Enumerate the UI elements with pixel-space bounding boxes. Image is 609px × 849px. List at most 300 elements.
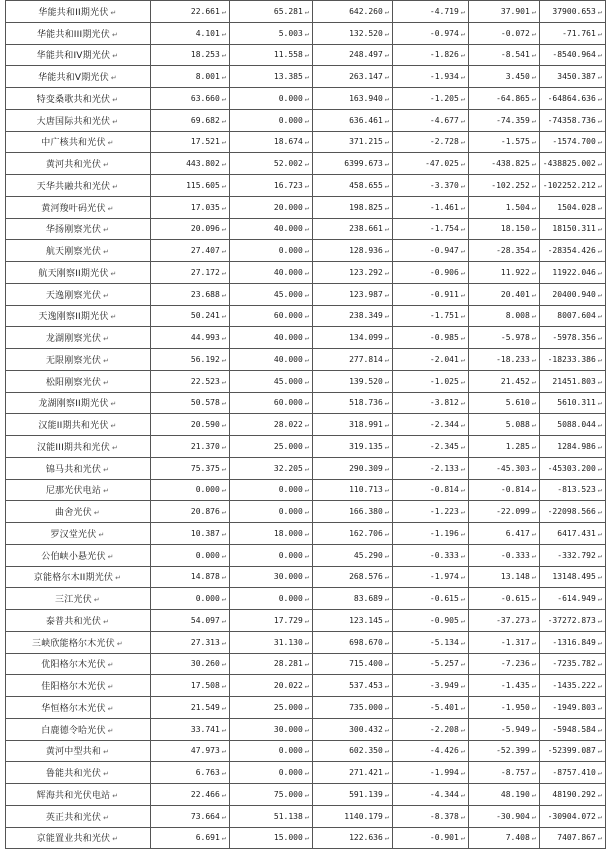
value-cell: [469, 22, 540, 44]
table-row: [6, 479, 606, 501]
return-mark-icon: ↵: [112, 182, 119, 191]
value-cell: [393, 718, 469, 740]
value-cell: [469, 675, 540, 697]
return-mark-icon: ↵: [460, 595, 465, 604]
cell-value: -5948.584: [552, 724, 596, 734]
station-name: 京能格尔木II期光伏: [33, 573, 114, 584]
return-mark-icon: ↵: [597, 116, 602, 125]
cell-value: 5610.311: [557, 398, 596, 408]
return-mark-icon: ↵: [460, 638, 465, 647]
return-mark-icon: ↵: [107, 552, 114, 561]
table-row: [6, 805, 606, 827]
value-cell: [230, 66, 313, 88]
value-cell: [469, 218, 540, 240]
value-cell: [151, 675, 230, 697]
return-mark-icon: ↵: [531, 247, 536, 256]
cell-value: 22.661: [190, 6, 220, 16]
value-cell: [151, 523, 230, 545]
table-row: [6, 762, 606, 784]
cell-value: -8.541: [500, 50, 530, 60]
table-row: [6, 66, 606, 88]
station-name-cell: [6, 610, 151, 632]
return-mark-icon: ↵: [304, 421, 309, 430]
value-cell: [313, 66, 393, 88]
value-cell: [469, 784, 540, 806]
cell-value: 20.022: [273, 681, 303, 691]
station-name-cell: [6, 762, 151, 784]
cell-value: 56.192: [190, 354, 220, 364]
return-mark-icon: ↵: [384, 181, 389, 190]
value-cell: [230, 1, 313, 23]
cell-value: -0.814: [429, 485, 459, 495]
station-name-cell: [6, 784, 151, 806]
cell-value: 290.309: [349, 463, 383, 473]
return-mark-icon: ↵: [597, 312, 602, 321]
station-name: 公伯峡小悬光伏: [41, 551, 106, 562]
return-mark-icon: ↵: [597, 160, 602, 169]
value-cell: [151, 392, 230, 414]
value-cell: [313, 131, 393, 153]
return-mark-icon: ↵: [221, 508, 226, 517]
return-mark-icon: ↵: [597, 51, 602, 60]
table-row: [6, 392, 606, 414]
value-cell: [151, 610, 230, 632]
cell-value: 69.682: [190, 115, 220, 125]
cell-value: 318.991: [349, 420, 383, 430]
return-mark-icon: ↵: [531, 703, 536, 712]
cell-value: 115.605: [186, 180, 220, 190]
cell-value: -1574.700: [552, 137, 596, 147]
value-cell: [151, 718, 230, 740]
return-mark-icon: ↵: [531, 834, 536, 843]
value-cell: [151, 283, 230, 305]
value-cell: [393, 588, 469, 610]
value-cell: [393, 675, 469, 697]
return-mark-icon: ↵: [304, 812, 309, 821]
value-cell: [393, 196, 469, 218]
return-mark-icon: ↵: [103, 770, 110, 779]
station-name-cell: [6, 218, 151, 240]
return-mark-icon: ↵: [531, 486, 536, 495]
cell-value: -1.435: [500, 681, 530, 691]
return-mark-icon: ↵: [107, 661, 114, 670]
return-mark-icon: ↵: [221, 573, 226, 582]
return-mark-icon: ↵: [304, 616, 309, 625]
cell-value: -3.812: [429, 398, 459, 408]
return-mark-icon: ↵: [531, 725, 536, 734]
document-page: [5, 0, 605, 845]
value-cell: [469, 240, 540, 262]
value-cell: [469, 327, 540, 349]
station-name-cell: [6, 66, 151, 88]
station-name: 三江光伏: [55, 595, 92, 606]
return-mark-icon: ↵: [460, 7, 465, 16]
value-cell: [151, 109, 230, 131]
value-cell: [230, 436, 313, 458]
cell-value: -18233.386: [547, 354, 596, 364]
value-cell: [393, 784, 469, 806]
return-mark-icon: ↵: [384, 703, 389, 712]
cell-value: 602.350: [349, 746, 383, 756]
value-cell: [230, 827, 313, 849]
value-cell: [313, 523, 393, 545]
cell-value: 21.370: [190, 441, 220, 451]
value-cell: [540, 88, 606, 110]
return-mark-icon: ↵: [531, 138, 536, 147]
data-table: [5, 0, 606, 849]
value-cell: [230, 370, 313, 392]
value-cell: [151, 131, 230, 153]
value-cell: [469, 1, 540, 23]
value-cell: [540, 805, 606, 827]
cell-value: 20400.940: [552, 289, 596, 299]
value-cell: [393, 327, 469, 349]
cell-value: 139.520: [349, 376, 383, 386]
return-mark-icon: ↵: [221, 51, 226, 60]
value-cell: [313, 414, 393, 436]
return-mark-icon: ↵: [460, 682, 465, 691]
return-mark-icon: ↵: [531, 595, 536, 604]
table-row: [6, 1, 606, 23]
cell-value: 18.253: [190, 50, 220, 60]
return-mark-icon: ↵: [597, 290, 602, 299]
station-name-cell: [6, 566, 151, 588]
cell-value: 50.241: [190, 311, 220, 321]
value-cell: [230, 479, 313, 501]
table-row: [6, 436, 606, 458]
cell-value: 16.723: [273, 180, 303, 190]
cell-value: 518.736: [349, 398, 383, 408]
return-mark-icon: ↵: [110, 313, 117, 322]
return-mark-icon: ↵: [103, 813, 110, 822]
return-mark-icon: ↵: [221, 790, 226, 799]
return-mark-icon: ↵: [597, 638, 602, 647]
cell-value: 132.520: [349, 28, 383, 38]
return-mark-icon: ↵: [221, 638, 226, 647]
cell-value: -1.754: [429, 224, 459, 234]
value-cell: [469, 262, 540, 284]
return-mark-icon: ↵: [221, 725, 226, 734]
return-mark-icon: ↵: [597, 595, 602, 604]
cell-value: 65.281: [273, 6, 303, 16]
cell-value: 33.741: [190, 724, 220, 734]
value-cell: [151, 44, 230, 66]
value-cell: [540, 175, 606, 197]
station-name: 锦马共和光伏: [45, 464, 102, 475]
cell-value: 13.148: [500, 572, 530, 582]
station-name: 华能共和II期光伏: [38, 7, 109, 18]
return-mark-icon: ↵: [597, 464, 602, 473]
return-mark-icon: ↵: [384, 725, 389, 734]
value-cell: [313, 501, 393, 523]
station-name: 英正共和光伏: [45, 812, 102, 823]
value-cell: [469, 131, 540, 153]
station-name: 尼那光伏电站: [45, 486, 102, 497]
return-mark-icon: ↵: [103, 248, 110, 257]
return-mark-icon: ↵: [304, 29, 309, 38]
return-mark-icon: ↵: [304, 51, 309, 60]
value-cell: [540, 22, 606, 44]
cell-value: 1284.986: [557, 441, 596, 451]
return-mark-icon: ↵: [221, 116, 226, 125]
return-mark-icon: ↵: [107, 139, 114, 148]
value-cell: [313, 240, 393, 262]
cell-value: 0.000: [278, 485, 303, 495]
return-mark-icon: ↵: [384, 812, 389, 821]
cell-value: -64864.636: [547, 93, 596, 103]
return-mark-icon: ↵: [384, 399, 389, 408]
cell-value: -0.615: [500, 594, 530, 604]
cell-value: 0.000: [195, 550, 220, 560]
cell-value: 458.655: [349, 180, 383, 190]
return-mark-icon: ↵: [460, 268, 465, 277]
return-mark-icon: ↵: [597, 355, 602, 364]
return-mark-icon: ↵: [221, 486, 226, 495]
cell-value: 642.260: [349, 6, 383, 16]
cell-value: 18.000: [273, 528, 303, 538]
cell-value: 40.000: [273, 354, 303, 364]
return-mark-icon: ↵: [221, 247, 226, 256]
return-mark-icon: ↵: [221, 442, 226, 451]
return-mark-icon: ↵: [384, 377, 389, 386]
cell-value: 17.508: [190, 681, 220, 691]
station-name: 黄河中型共和: [45, 747, 102, 758]
cell-value: 25.000: [273, 441, 303, 451]
table-row: [6, 370, 606, 392]
cell-value: 75.000: [273, 789, 303, 799]
value-cell: [469, 305, 540, 327]
cell-value: -0.814: [500, 485, 530, 495]
value-cell: [151, 653, 230, 675]
value-cell: [230, 544, 313, 566]
return-mark-icon: ↵: [597, 7, 602, 16]
value-cell: [313, 479, 393, 501]
cell-value: -1949.803: [552, 702, 596, 712]
cell-value: -30.904: [496, 811, 530, 821]
value-cell: [151, 697, 230, 719]
value-cell: [151, 327, 230, 349]
return-mark-icon: ↵: [304, 573, 309, 582]
cell-value: 21.549: [190, 702, 220, 712]
cell-value: 1.285: [505, 441, 530, 451]
return-mark-icon: ↵: [460, 247, 465, 256]
return-mark-icon: ↵: [531, 377, 536, 386]
value-cell: [393, 697, 469, 719]
value-cell: [230, 653, 313, 675]
cell-value: 8.008: [505, 311, 530, 321]
return-mark-icon: ↵: [531, 312, 536, 321]
return-mark-icon: ↵: [221, 551, 226, 560]
cell-value: 27.172: [190, 267, 220, 277]
return-mark-icon: ↵: [531, 790, 536, 799]
cell-value: -30904.072: [547, 811, 596, 821]
value-cell: [393, 653, 469, 675]
table-row: [6, 22, 606, 44]
table-row: [6, 283, 606, 305]
value-cell: [151, 305, 230, 327]
station-name: 汉能III期共和光伏: [36, 442, 110, 453]
return-mark-icon: ↵: [304, 116, 309, 125]
value-cell: [540, 44, 606, 66]
value-cell: [540, 392, 606, 414]
return-mark-icon: ↵: [597, 573, 602, 582]
value-cell: [393, 740, 469, 762]
cell-value: -8.757: [500, 768, 530, 778]
return-mark-icon: ↵: [531, 551, 536, 560]
cell-value: 40.000: [273, 333, 303, 343]
cell-value: 18.150: [500, 224, 530, 234]
return-mark-icon: ↵: [384, 334, 389, 343]
value-cell: [540, 305, 606, 327]
return-mark-icon: ↵: [304, 769, 309, 778]
value-cell: [469, 479, 540, 501]
return-mark-icon: ↵: [304, 73, 309, 82]
cell-value: -1.994: [429, 768, 459, 778]
value-cell: [469, 153, 540, 175]
value-cell: [230, 283, 313, 305]
value-cell: [540, 109, 606, 131]
cell-value: 31.130: [273, 637, 303, 647]
value-cell: [313, 392, 393, 414]
station-name-cell: [6, 196, 151, 218]
value-cell: [313, 588, 393, 610]
cell-value: -8.378: [429, 811, 459, 821]
station-name-cell: [6, 457, 151, 479]
table-row: [6, 457, 606, 479]
return-mark-icon: ↵: [112, 95, 119, 104]
table-row: [6, 414, 606, 436]
station-name-cell: [6, 370, 151, 392]
return-mark-icon: ↵: [460, 508, 465, 517]
cell-value: -8757.410: [552, 768, 596, 778]
return-mark-icon: ↵: [304, 225, 309, 234]
return-mark-icon: ↵: [597, 29, 602, 38]
return-mark-icon: ↵: [460, 160, 465, 169]
cell-value: 0.000: [278, 115, 303, 125]
return-mark-icon: ↵: [384, 529, 389, 538]
cell-value: 47.973: [190, 746, 220, 756]
station-name-cell: [6, 349, 151, 371]
table-row: [6, 218, 606, 240]
return-mark-icon: ↵: [597, 529, 602, 538]
cell-value: -0.947: [429, 246, 459, 256]
value-cell: [540, 283, 606, 305]
value-cell: [393, 305, 469, 327]
station-name-cell: [6, 44, 151, 66]
value-cell: [151, 544, 230, 566]
cell-value: -47.025: [425, 159, 459, 169]
station-name: 航天刚察II期光伏: [38, 268, 109, 279]
value-cell: [151, 740, 230, 762]
return-mark-icon: ↵: [304, 181, 309, 190]
cell-value: 698.670: [349, 637, 383, 647]
value-cell: [230, 131, 313, 153]
return-mark-icon: ↵: [384, 160, 389, 169]
table-row: [6, 544, 606, 566]
return-mark-icon: ↵: [304, 834, 309, 843]
cell-value: 17.729: [273, 615, 303, 625]
value-cell: [540, 370, 606, 392]
cell-value: 52.002: [273, 159, 303, 169]
return-mark-icon: ↵: [597, 616, 602, 625]
return-mark-icon: ↵: [221, 399, 226, 408]
return-mark-icon: ↵: [531, 769, 536, 778]
cell-value: 60.000: [273, 398, 303, 408]
return-mark-icon: ↵: [597, 334, 602, 343]
return-mark-icon: ↵: [460, 616, 465, 625]
value-cell: [540, 66, 606, 88]
cell-value: -37.273: [496, 615, 530, 625]
return-mark-icon: ↵: [304, 464, 309, 473]
cell-value: -1.934: [429, 72, 459, 82]
cell-value: 14.878: [190, 572, 220, 582]
cell-value: 40.000: [273, 224, 303, 234]
return-mark-icon: ↵: [110, 400, 117, 409]
cell-value: 7407.867: [557, 833, 596, 843]
cell-value: -102252.212: [542, 180, 596, 190]
cell-value: 277.814: [349, 354, 383, 364]
cell-value: 134.099: [349, 333, 383, 343]
value-cell: [540, 414, 606, 436]
return-mark-icon: ↵: [460, 312, 465, 321]
cell-value: 37.901: [500, 6, 530, 16]
value-cell: [151, 457, 230, 479]
cell-value: 11922.046: [552, 267, 596, 277]
value-cell: [540, 262, 606, 284]
return-mark-icon: ↵: [304, 703, 309, 712]
return-mark-icon: ↵: [384, 421, 389, 430]
cell-value: 263.147: [349, 72, 383, 82]
return-mark-icon: ↵: [103, 378, 110, 387]
value-cell: [469, 544, 540, 566]
cell-value: -2.041: [429, 354, 459, 364]
value-cell: [469, 349, 540, 371]
return-mark-icon: ↵: [304, 7, 309, 16]
return-mark-icon: ↵: [221, 703, 226, 712]
return-mark-icon: ↵: [460, 225, 465, 234]
value-cell: [393, 88, 469, 110]
station-name: 华能共和IV期光伏: [36, 51, 111, 62]
cell-value: 30.260: [190, 659, 220, 669]
cell-value: -8540.964: [552, 50, 596, 60]
cell-value: 0.000: [195, 485, 220, 495]
station-name: 白鹿德令哈光伏: [41, 725, 106, 736]
cell-value: -2.728: [429, 137, 459, 147]
cell-value: -1.025: [429, 376, 459, 386]
value-cell: [469, 566, 540, 588]
value-cell: [313, 153, 393, 175]
cell-value: 8007.604: [557, 311, 596, 321]
return-mark-icon: ↵: [107, 704, 114, 713]
cell-value: 32.205: [273, 463, 303, 473]
return-mark-icon: ↵: [597, 421, 602, 430]
cell-value: 0.000: [278, 594, 303, 604]
value-cell: [313, 196, 393, 218]
return-mark-icon: ↵: [221, 747, 226, 756]
return-mark-icon: ↵: [531, 268, 536, 277]
return-mark-icon: ↵: [103, 161, 110, 170]
return-mark-icon: ↵: [531, 51, 536, 60]
return-mark-icon: ↵: [221, 290, 226, 299]
cell-value: 20.590: [190, 420, 220, 430]
return-mark-icon: ↵: [221, 138, 226, 147]
value-cell: [469, 827, 540, 849]
station-name-cell: [6, 588, 151, 610]
value-cell: [313, 653, 393, 675]
value-cell: [313, 22, 393, 44]
return-mark-icon: ↵: [221, 377, 226, 386]
value-cell: [313, 544, 393, 566]
